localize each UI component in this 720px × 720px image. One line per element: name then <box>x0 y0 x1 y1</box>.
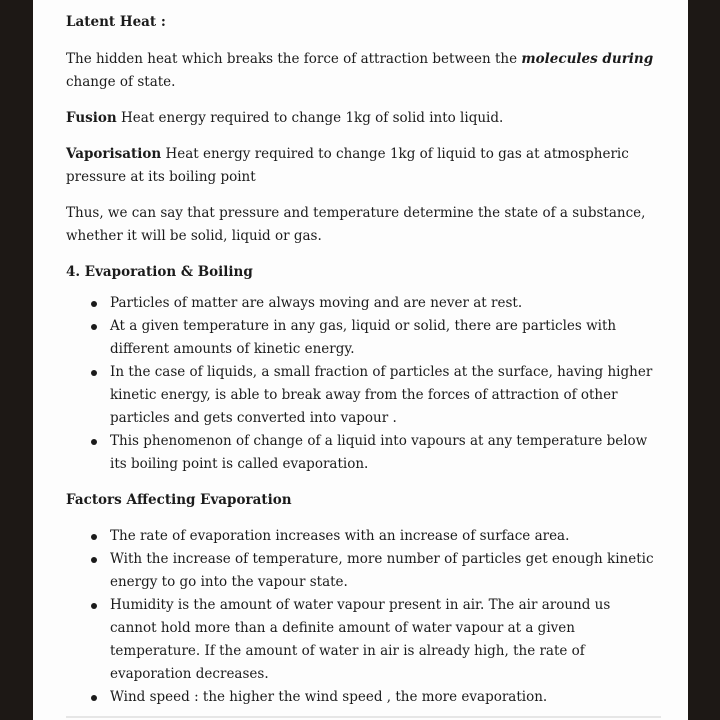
list-item-text: With the increase of temperature, more number of particles get enough kinetic energy to go into the vapour state. <box>110 551 654 590</box>
fusion-definition <box>66 107 661 130</box>
document-content <box>66 11 661 720</box>
vaporisation-description: Heat energy required to change 1kg of liquid to gas at atmospheric pressure at its boiling point <box>66 146 629 185</box>
bullet-icon <box>91 439 97 445</box>
latent-heat-heading: Latent Heat : <box>66 14 166 30</box>
bullet-icon <box>91 695 97 701</box>
list-item-text: Humidity is the amount of water vapour present in air. The air around us cannot hold more than a definite amount of water vapour at a given temperature. If the amount of water in air is already high, the rate of evaporation decreases. <box>110 597 611 682</box>
list-item <box>66 525 661 548</box>
list-item-text: The rate of evaporation increases with an increase of surface area. <box>110 528 570 544</box>
bullet-icon <box>91 370 97 376</box>
fusion-term: Fusion <box>66 110 117 126</box>
factors-bullet-list <box>66 525 661 709</box>
bullet-icon <box>91 534 97 540</box>
fusion-description: Heat energy required to change 1kg of solid into liquid. <box>116 110 504 126</box>
vaporisation-definition <box>66 143 661 189</box>
factors-heading: Factors Affecting Evaporation <box>66 492 292 508</box>
bullet-icon <box>91 603 97 609</box>
latent-heat-definition <box>66 48 661 94</box>
document-page <box>33 0 688 720</box>
list-item <box>66 315 661 361</box>
list-item <box>66 594 661 686</box>
section-4-heading: 4. Evaporation & Boiling <box>66 264 253 280</box>
latent-heat-text-1: The hidden heat which breaks the force of attraction between the <box>66 51 522 67</box>
summary-paragraph: Thus, we can say that pressure and temperature determine the state of a substance, whether it will be solid, liquid or gas. <box>66 205 646 244</box>
bullet-icon <box>91 324 97 330</box>
list-item <box>66 361 661 430</box>
list-item <box>66 548 661 594</box>
list-item-text: Particles of matter are always moving and are never at rest. <box>110 295 523 311</box>
vaporisation-term: Vaporisation <box>66 146 162 162</box>
list-item <box>66 292 661 315</box>
latent-heat-text-2: change of state. <box>66 74 176 90</box>
list-item-text: In the case of liquids, a small fraction of particles at the surface, having higher kinetic energy, is able to break away from the forces of attraction of other particles and gets converted into vapour . <box>110 364 653 426</box>
list-item <box>66 686 661 709</box>
page-bottom-divider <box>66 716 661 718</box>
list-item <box>66 430 661 476</box>
bullet-icon <box>91 557 97 563</box>
list-item-text: Wind speed : the higher the wind speed , the more evaporation. <box>110 689 548 705</box>
list-item-text: This phenomenon of change of a liquid into vapours at any temperature below its boiling point is called evaporation. <box>110 433 648 472</box>
latent-heat-emphasis: molecules during <box>521 51 654 67</box>
list-item-text: At a given temperature in any gas, liquid or solid, there are particles with different amounts of kinetic energy. <box>110 318 617 357</box>
bullet-icon <box>91 301 97 307</box>
evaporation-bullet-list <box>66 292 661 476</box>
